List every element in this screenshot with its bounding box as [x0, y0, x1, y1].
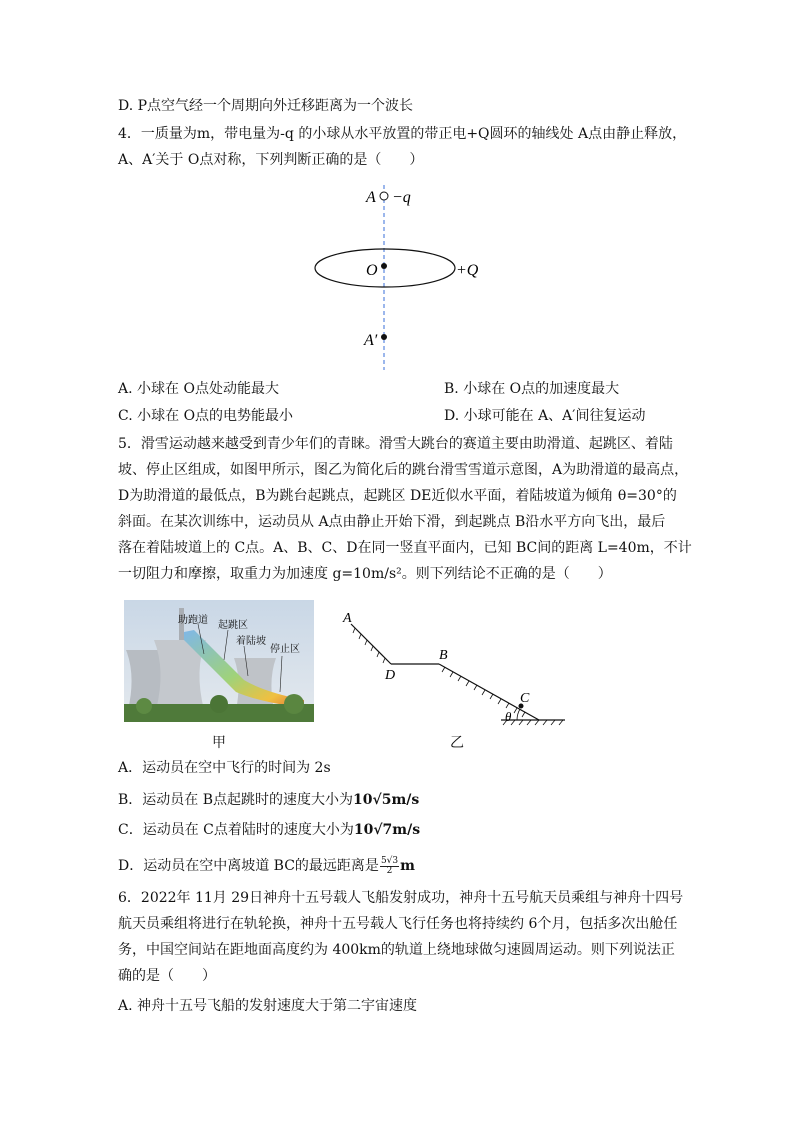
- label-qitiaoqu: 起跳区: [218, 620, 248, 631]
- q4-ring-figure: [300, 180, 500, 375]
- tree-clump-3: [284, 694, 304, 714]
- label-a: A: [366, 189, 376, 206]
- q5-stem-line6: 一切阻力和摩擦，取重力为加速度 g=10m/s²。则下列结论不正确的是（ ）: [118, 566, 612, 582]
- ski-jump-photo: [124, 600, 314, 722]
- q5-stem-line5: 落在着陆坡道上的 C点。A、B、C、D在同一竖直平面内，已知 BC间的距离 L=40m，不计: [118, 540, 692, 556]
- slope-diagram: [335, 608, 575, 728]
- caption-jia: 甲: [212, 735, 226, 751]
- hatch-slope: [442, 667, 525, 717]
- hatch-ground: [503, 720, 563, 725]
- q5-option-d: [118, 856, 415, 876]
- q5-stem-line4: 斜面。在某次训练中，运动员从 A点由静止开始下滑，到起跳点 B沿水平方向飞出，最后: [118, 514, 666, 530]
- q5-stem-line3: D为助滑道的最低点，B为跳台起跳点，起跳区 DE近似水平面，着陆坡道为倾角 θ=30°的: [118, 488, 677, 504]
- q5-option-c: [118, 820, 420, 840]
- q6-option-a: A. 神舟十五号飞船的发射速度大于第二宇宙速度: [118, 998, 418, 1014]
- tree-clump-2: [210, 695, 228, 713]
- label-minus-q: −q: [392, 189, 411, 206]
- q5-option-d-unit: m: [400, 858, 415, 874]
- q4-stem-line1: 4．一质量为m，带电量为-q 的小球从水平放置的带正电+Q圆环的轴线处 A点由静止释放，: [118, 126, 687, 142]
- q4-option-a: A. 小球在 O点处动能最大: [118, 381, 279, 397]
- theta-arc: [517, 709, 520, 720]
- q5-option-d-text: D．运动员在空中离坡道 BC的最远距离是: [118, 858, 379, 874]
- label-a-prime: A′: [364, 332, 378, 349]
- q6-stem-line3: 务，中国空间站在距地面高度约为 400km的轨道上绕地球做匀速圆周运动。则下列说法正: [118, 942, 675, 958]
- hatch-runway: [353, 628, 385, 663]
- q4-option-c: C. 小球在 O点的电势能最小: [118, 408, 294, 424]
- q5-option-b-math: 10√5m/s: [353, 792, 420, 808]
- q6-stem-line2: 航天员乘组将进行在轨轮换，神舟十五号载人飞行任务也将持续约 6个月，包括多次出舱任: [118, 916, 678, 932]
- diag-label-d: D: [385, 668, 396, 683]
- caption-yi: 乙: [450, 735, 464, 751]
- q6-stem-line1: 6．2022年 11月 29日神舟十五号载人飞船发射成功，神舟十五号航天员乘组与神舟十四号: [118, 890, 684, 906]
- ball-a: [380, 192, 388, 200]
- q5-stem-line2: 坡、停止区组成，如图甲所示，图乙为简化后的跳台滑雪雪道示意图，A为助滑道的最高点，: [118, 462, 689, 478]
- q3-option-d: D. P点空气经一个周期向外迁移距离为一个波长: [118, 98, 414, 114]
- tree-clump-1: [136, 698, 152, 714]
- q5-option-a: A．运动员在空中飞行的时间为 2s: [118, 760, 331, 776]
- label-zhuhuadao: 助跑道: [178, 615, 208, 626]
- q5-option-d-fraction: [380, 857, 399, 876]
- q5-option-b: [118, 790, 419, 810]
- diag-label-theta: θ: [505, 709, 512, 724]
- label-o: O: [366, 262, 378, 279]
- q4-stem-line2: A、A′关于 O点对称，下列判断正确的是（ ）: [118, 152, 424, 168]
- point-a-prime: [381, 334, 387, 340]
- diag-label-c: C: [520, 691, 530, 706]
- q4-option-d: D. 小球可能在 A、A′间往复运动: [444, 408, 646, 424]
- label-plus-q: +Q: [456, 262, 479, 279]
- point-o: [381, 263, 387, 269]
- diag-label-b: B: [439, 648, 448, 663]
- q5-stem-line1: 5．滑雪运动越来越受到青少年们的青睐。滑雪大跳台的赛道主要由助滑道、起跳区、着陆: [118, 436, 673, 452]
- q5-option-c-text: C．运动员在 C点着陆时的速度大小为: [118, 822, 354, 838]
- fraction-denominator: 2: [386, 865, 393, 876]
- q4-option-b: B. 小球在 O点的加速度最大: [444, 381, 620, 397]
- diag-label-a: A: [343, 611, 352, 626]
- q5-option-b-text: B．运动员在 B点起跳时的速度大小为: [118, 792, 354, 808]
- label-tingzhiqu: 停止区: [270, 644, 300, 655]
- fraction-numerator: 5√3: [380, 855, 399, 866]
- label-zhuoluopo: 着陆坡: [236, 636, 266, 647]
- q6-stem-line4: 确的是（ ）: [118, 968, 216, 984]
- q5-option-c-math: 10√7m/s: [353, 822, 421, 838]
